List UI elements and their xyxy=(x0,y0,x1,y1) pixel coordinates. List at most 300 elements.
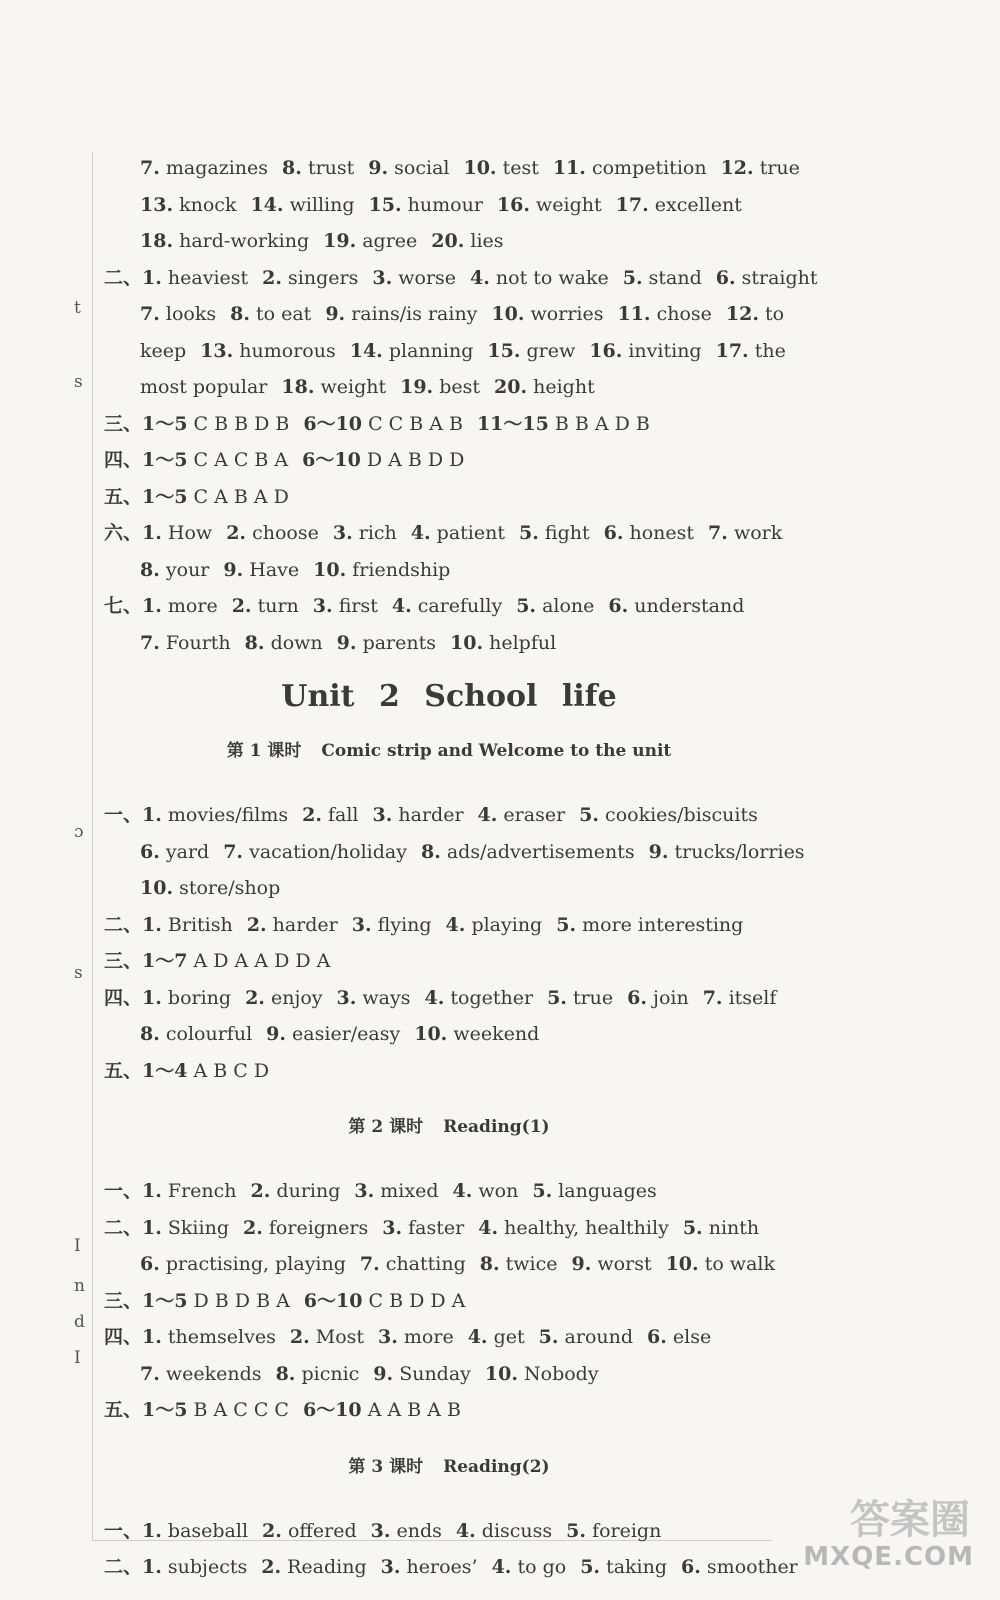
answer-number: 6. xyxy=(603,522,624,544)
answer-line xyxy=(104,834,805,871)
answer-text: the xyxy=(754,339,786,362)
answer-item xyxy=(421,841,635,863)
lesson-title xyxy=(104,1109,794,1165)
answer-text: together xyxy=(450,986,534,1009)
answer-number: 4. xyxy=(477,804,498,826)
answer-item xyxy=(480,1253,558,1275)
answer-text: hard-working xyxy=(179,230,310,252)
section-number: 一、 xyxy=(104,804,143,826)
answer-line xyxy=(104,588,794,625)
answer-item xyxy=(303,1399,461,1421)
answer-item xyxy=(142,804,288,826)
answer-text: humorous xyxy=(239,339,336,362)
answer-number: 6. xyxy=(140,840,160,863)
answer-text: around xyxy=(564,1326,634,1348)
answer-text: worries xyxy=(530,303,604,325)
answer-text: join xyxy=(653,986,689,1009)
answer-item xyxy=(140,632,231,654)
answer-item xyxy=(247,914,338,936)
answer-number: 2. xyxy=(250,1180,271,1202)
answer-item xyxy=(532,1180,656,1202)
answer-number: 8. xyxy=(230,303,250,325)
answer-text: weekends xyxy=(165,1362,262,1385)
answer-item xyxy=(142,1399,289,1421)
answer-text: more xyxy=(403,1326,454,1348)
answer-item xyxy=(470,267,609,289)
answer-text: straight xyxy=(741,266,818,289)
answer-item xyxy=(453,1180,519,1202)
answer-text: C B B D B xyxy=(193,412,290,435)
answer-line xyxy=(104,797,794,834)
answer-text: vacation/holiday xyxy=(249,840,407,863)
answer-item xyxy=(716,340,786,362)
answer-number: 12. xyxy=(725,303,759,325)
answer-item xyxy=(726,303,784,325)
answer-item xyxy=(424,987,533,1009)
answer-text: singers xyxy=(288,266,359,289)
answer-number: 1～5 xyxy=(142,1399,188,1421)
answer-item xyxy=(371,1520,442,1542)
answer-text: harder xyxy=(272,913,338,936)
answer-text: Most xyxy=(315,1326,365,1348)
section-number: 六、 xyxy=(104,522,143,544)
answer-item xyxy=(142,1556,247,1578)
answer-item xyxy=(142,987,231,1009)
answer-text: faster xyxy=(408,1216,465,1239)
answer-text: Fourth xyxy=(165,631,231,654)
answer-number: 5. xyxy=(516,595,537,617)
answer-text: more xyxy=(167,595,218,617)
answer-item xyxy=(325,303,477,325)
answer-text: to walk xyxy=(704,1253,775,1275)
answer-item xyxy=(140,841,209,863)
answer-line xyxy=(104,1356,794,1393)
section-number: 二、 xyxy=(104,1216,143,1239)
answer-text: offered xyxy=(287,1519,357,1542)
lesson-name: Reading(1) xyxy=(443,1117,550,1137)
answer-item xyxy=(649,841,805,863)
answer-item xyxy=(616,194,742,216)
answer-text: true xyxy=(572,986,614,1009)
answer-number: 4. xyxy=(478,1216,499,1239)
answer-number: 9. xyxy=(223,558,244,581)
answer-number: 9. xyxy=(325,303,346,325)
answer-text: parents xyxy=(362,631,437,654)
section-spacer xyxy=(104,1089,794,1109)
answer-number: 1. xyxy=(142,1556,162,1578)
answer-item xyxy=(539,1326,633,1348)
section-number: 五、 xyxy=(104,1059,143,1082)
answer-text: twice xyxy=(505,1253,558,1275)
answer-item xyxy=(245,632,323,654)
answer-text: Sunday xyxy=(399,1362,471,1385)
answer-item xyxy=(468,1326,525,1348)
answer-item xyxy=(140,157,268,179)
answer-item xyxy=(352,914,432,936)
answer-item xyxy=(142,267,248,289)
answer-text: work xyxy=(733,522,783,544)
answer-item xyxy=(142,486,289,508)
margin-mark: s xyxy=(74,963,83,983)
answer-text: to xyxy=(765,303,785,325)
answer-text: rich xyxy=(358,522,397,544)
answer-item xyxy=(276,1363,360,1385)
answer-item xyxy=(282,157,354,179)
answer-item xyxy=(140,230,309,252)
answer-item xyxy=(716,267,818,289)
answer-number: 1. xyxy=(142,1180,162,1202)
section-number: 三、 xyxy=(104,950,143,972)
answer-text: playing xyxy=(471,913,543,936)
answer-text: foreigners xyxy=(268,1216,369,1239)
section-number: 三、 xyxy=(104,412,143,435)
answer-item xyxy=(250,194,354,216)
answer-number: 1. xyxy=(142,1519,162,1542)
answer-text: most popular xyxy=(140,376,268,398)
section-number: 七、 xyxy=(104,595,143,617)
answer-item xyxy=(580,1556,667,1578)
answer-text: yard xyxy=(165,840,210,863)
answer-item xyxy=(313,595,378,617)
lesson-title xyxy=(104,733,794,789)
answer-number: 1. xyxy=(142,595,162,617)
answer-number: 6. xyxy=(647,1326,667,1348)
answer-number: 5. xyxy=(556,913,577,936)
answer-item xyxy=(666,1253,775,1275)
answer-number: 7. xyxy=(140,1362,160,1385)
answer-number: 10. xyxy=(414,1023,448,1045)
answer-number: 7. xyxy=(140,631,160,654)
answer-line xyxy=(104,1392,794,1429)
answer-text: A B C D xyxy=(193,1059,270,1082)
answer-item xyxy=(323,230,417,252)
answer-text: A D A A D D A xyxy=(193,950,331,972)
section-number: 二、 xyxy=(104,913,143,936)
answer-number: 8. xyxy=(244,631,265,654)
answer-item xyxy=(494,376,595,398)
answer-item xyxy=(369,194,483,216)
answer-number: 12. xyxy=(720,157,754,179)
answer-number: 5. xyxy=(519,522,539,544)
answer-item xyxy=(556,914,743,936)
answer-text: not to wake xyxy=(495,266,609,289)
answer-text: willing xyxy=(289,193,355,216)
answer-text: weight xyxy=(320,376,387,398)
margin-mark: ɔ xyxy=(74,822,84,842)
answer-item xyxy=(245,987,322,1009)
answer-text: trucks/lorries xyxy=(674,840,805,863)
answer-item xyxy=(337,987,411,1009)
answer-text: colourful xyxy=(165,1023,253,1045)
answer-item xyxy=(478,1217,669,1239)
answer-text: eraser xyxy=(503,804,566,826)
section-number: 五、 xyxy=(104,485,143,508)
answer-number: 9. xyxy=(648,840,669,863)
answer-text: boring xyxy=(167,986,232,1009)
answer-number: 5. xyxy=(547,986,567,1009)
answer-item xyxy=(142,1180,237,1202)
answer-number: 10. xyxy=(450,631,484,654)
answer-number: 2. xyxy=(231,595,252,617)
answer-text: store/shop xyxy=(179,877,281,899)
answer-number: 3. xyxy=(372,266,393,289)
answer-number: 16. xyxy=(589,339,623,362)
answer-item xyxy=(608,595,744,617)
answer-number: 9. xyxy=(368,157,389,179)
answer-number: 10. xyxy=(665,1253,699,1275)
answer-number: 13. xyxy=(200,339,234,362)
lesson-number: 第 2 课时 xyxy=(348,1117,424,1137)
answer-line xyxy=(104,1016,794,1053)
answer-number: 6～10 xyxy=(303,1289,363,1312)
answer-number: 5. xyxy=(566,1519,587,1542)
answer-item xyxy=(140,1363,262,1385)
answer-item xyxy=(251,1180,341,1202)
answer-item xyxy=(721,157,800,179)
answer-line xyxy=(104,479,794,516)
answer-line xyxy=(104,1549,798,1586)
answer-text: themselves xyxy=(167,1326,276,1348)
answer-number: 19. xyxy=(400,376,434,398)
answer-text: C C B A B xyxy=(368,412,463,435)
answer-item xyxy=(354,1180,438,1202)
answer-item xyxy=(140,1253,346,1275)
watermark xyxy=(804,1488,974,1578)
answer-number: 4. xyxy=(424,986,445,1009)
section-number: 四、 xyxy=(104,1326,143,1348)
answer-text: best xyxy=(439,376,481,398)
lesson-title xyxy=(104,1449,794,1505)
answer-number: 1～5 xyxy=(142,412,188,435)
answer-item xyxy=(302,804,358,826)
watermark-logo: 答案圈 xyxy=(850,1497,970,1543)
answer-number: 10. xyxy=(484,1362,518,1385)
answer-text: C B D D A xyxy=(368,1289,466,1312)
answer-line xyxy=(104,625,794,662)
answer-item xyxy=(400,376,480,398)
answer-text: fall xyxy=(327,804,359,826)
margin-mark: I xyxy=(74,1236,81,1256)
answer-line xyxy=(104,907,794,944)
answer-number: 1～5 xyxy=(142,1289,188,1312)
answer-number: 4. xyxy=(470,266,490,289)
answer-number: 4. xyxy=(467,1326,488,1348)
answer-text: stand xyxy=(648,266,702,289)
answer-item xyxy=(708,522,782,544)
margin-mark: I xyxy=(74,1348,81,1368)
answer-number: 6. xyxy=(140,1253,160,1275)
answer-number: 3. xyxy=(336,986,357,1009)
answer-item xyxy=(313,559,450,581)
answer-item xyxy=(392,595,502,617)
answer-line xyxy=(104,1210,794,1247)
answer-text: choose xyxy=(252,522,319,544)
section-number: 四、 xyxy=(104,449,143,471)
answer-item xyxy=(232,595,299,617)
answer-text: ads/advertisements xyxy=(446,840,635,863)
answer-item xyxy=(463,157,538,179)
answer-item xyxy=(497,194,602,216)
answer-item xyxy=(623,267,702,289)
answer-item xyxy=(140,303,216,325)
answer-item xyxy=(491,303,603,325)
answer-text: worse xyxy=(398,266,457,289)
answer-number: 5. xyxy=(532,1180,553,1202)
answer-number: 2. xyxy=(261,1556,282,1578)
answer-item xyxy=(302,449,464,471)
answer-text: patient xyxy=(436,522,505,544)
answer-number: 3. xyxy=(312,595,333,617)
margin-mark: n xyxy=(74,1276,85,1296)
answer-text: itself xyxy=(728,986,777,1009)
answer-number: 2. xyxy=(289,1326,310,1348)
answer-number: 5. xyxy=(682,1216,703,1239)
section-number: 一、 xyxy=(104,1180,143,1202)
left-margin-rule xyxy=(92,152,93,1540)
answer-number: 3. xyxy=(372,804,393,826)
answer-item xyxy=(223,841,407,863)
answer-item xyxy=(333,522,397,544)
answer-text: grew xyxy=(526,339,576,362)
answer-line xyxy=(104,1513,794,1550)
answer-number: 1～7 xyxy=(142,950,188,972)
answer-number: 7. xyxy=(359,1253,380,1275)
answer-text: taking xyxy=(606,1556,668,1578)
answer-item xyxy=(281,376,386,398)
lesson-number: 第 3 课时 xyxy=(348,1456,424,1477)
answer-item xyxy=(350,340,474,362)
answer-item xyxy=(142,595,218,617)
answer-number: 1. xyxy=(142,522,162,544)
answer-item xyxy=(703,987,777,1009)
answer-item xyxy=(411,522,505,544)
section-number: 五、 xyxy=(104,1399,143,1421)
answer-number: 7. xyxy=(702,986,723,1009)
answer-number: 4. xyxy=(391,595,412,617)
answer-text: Reading xyxy=(287,1556,367,1578)
answer-text: weekend xyxy=(453,1023,540,1045)
answer-line xyxy=(104,1246,794,1283)
answer-line xyxy=(104,870,794,907)
answer-text: to go xyxy=(517,1556,567,1578)
answer-number: 10. xyxy=(140,877,174,899)
answer-number: 5. xyxy=(538,1326,559,1348)
answer-number: 17. xyxy=(615,193,649,216)
answer-text: practising, playing xyxy=(165,1253,346,1275)
answer-number: 6. xyxy=(627,986,647,1009)
answer-item xyxy=(516,595,594,617)
answer-text: mixed xyxy=(380,1180,439,1202)
lesson-name: Comic strip and Welcome to the unit xyxy=(321,741,672,761)
answer-number: 5. xyxy=(580,1556,601,1578)
answer-number: 10. xyxy=(463,157,497,179)
answer-text: inviting xyxy=(628,339,702,362)
answer-line xyxy=(104,943,794,980)
margin-mark: t xyxy=(74,298,81,318)
answer-item xyxy=(681,1556,798,1578)
answer-text: knock xyxy=(179,193,237,216)
answer-text: ways xyxy=(362,986,411,1009)
answer-item xyxy=(230,303,311,325)
answer-text: Have xyxy=(249,558,300,581)
answer-item xyxy=(290,1326,364,1348)
answer-line xyxy=(104,515,794,552)
answer-text: Nobody xyxy=(524,1362,599,1385)
answer-item xyxy=(140,340,186,362)
answer-number: 6～10 xyxy=(302,449,361,471)
answer-item xyxy=(142,522,212,544)
answer-item xyxy=(368,157,449,179)
answer-number: 9. xyxy=(373,1362,394,1385)
answer-line xyxy=(104,1173,794,1210)
answer-number: 6～10 xyxy=(303,412,363,435)
answer-item xyxy=(142,449,288,471)
answer-text: understand xyxy=(634,595,745,617)
section-number: 二、 xyxy=(104,1556,143,1578)
answer-number: 1～5 xyxy=(142,485,188,508)
section-number: 四、 xyxy=(104,986,143,1009)
answer-text: D A B D D xyxy=(366,449,465,471)
answer-item xyxy=(140,1023,252,1045)
answer-item xyxy=(373,1363,471,1385)
answer-item xyxy=(243,1217,368,1239)
answer-item xyxy=(266,1023,400,1045)
answer-item xyxy=(456,1520,552,1542)
answer-text: subjects xyxy=(167,1556,248,1578)
answer-text: humour xyxy=(407,193,483,216)
answer-item xyxy=(261,1556,366,1578)
answer-number: 7. xyxy=(708,522,728,544)
answer-text: true xyxy=(759,157,800,179)
answer-text: magazines xyxy=(165,157,269,179)
answer-number: 6. xyxy=(715,266,736,289)
answer-number: 8. xyxy=(420,840,441,863)
answer-text: B B A D B xyxy=(554,412,650,435)
answer-text: lies xyxy=(470,230,504,252)
answer-item xyxy=(572,1253,652,1275)
answer-number: 10. xyxy=(491,303,525,325)
answer-number: 2. xyxy=(226,522,247,544)
answer-item xyxy=(337,632,436,654)
answer-number: 18. xyxy=(281,376,315,398)
answer-item xyxy=(142,1326,276,1348)
answer-item xyxy=(140,194,236,216)
answer-line xyxy=(104,1053,794,1090)
answer-text: competition xyxy=(591,157,707,179)
answer-text: keep xyxy=(140,339,187,362)
answer-line xyxy=(104,1319,794,1356)
answer-number: 1. xyxy=(142,986,162,1009)
answer-item xyxy=(487,340,575,362)
answer-text: trust xyxy=(307,157,355,179)
answer-text: enjoy xyxy=(270,986,323,1009)
answer-number: 4. xyxy=(452,1180,473,1202)
answer-text: alone xyxy=(542,595,595,617)
answer-text: first xyxy=(338,595,378,617)
answer-number: 1. xyxy=(142,804,162,826)
answer-number: 5. xyxy=(579,804,599,826)
answer-item xyxy=(223,559,299,581)
answer-text: easier/easy xyxy=(292,1023,401,1045)
answer-item xyxy=(446,914,543,936)
answer-number: 19. xyxy=(323,230,357,252)
answer-item xyxy=(566,1520,661,1542)
answer-number: 4. xyxy=(445,913,466,936)
answer-number: 8. xyxy=(140,1023,160,1045)
answer-item xyxy=(547,987,613,1009)
answer-number: 3. xyxy=(382,1216,403,1239)
answer-number: 5. xyxy=(622,266,643,289)
